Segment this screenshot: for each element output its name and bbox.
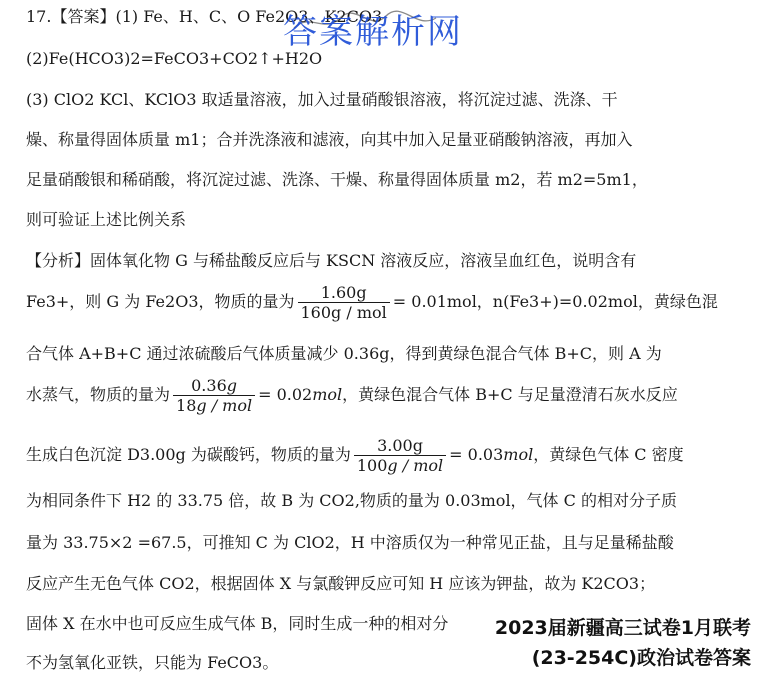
denominator-value: 100 (356, 456, 388, 475)
text-segment: 生成白色沉淀 D3.00g 为碳酸钙，物质的量为 (26, 445, 351, 464)
fraction-denominator (173, 396, 255, 415)
fraction-denominator: 160g / mol (300, 303, 387, 322)
fraction-denominator (354, 456, 446, 475)
answer-line-1: 17.【答案】(1) Fe、H、C、O Fe2O3、K2CO3 (26, 7, 383, 26)
text-segment: 水蒸气，物质的量为 (26, 385, 171, 404)
fraction-numerator (173, 376, 255, 396)
text-segment: Fe3+，则 G 为 Fe2O3，物质的量为 (26, 292, 295, 311)
answer-line-4: 燥、称量得固体质量 m1；合并洗涤液和滤液，向其中加入足量亚硝酸钠溶液，再加入 (26, 130, 633, 149)
text-segment: = 0.03 (449, 445, 504, 464)
result-unit: mol (503, 445, 534, 464)
exam-watermark-line-1: 2023届新疆高三试卷1月联考 (494, 617, 751, 639)
exam-watermark-line-2: (23-254C)政治试卷答案 (531, 647, 751, 669)
answer-line-3: (3) ClO2 KCl、KClO3 取适量溶液，加入过量硝酸银溶液，将沉淀过滤、洗涤、干 (26, 90, 618, 109)
answer-line-2: (2)Fe(HCO3)2=FeCO3+CO2↑+H2O (26, 49, 323, 68)
text-segment: = 0.02 (258, 385, 313, 404)
analysis-line-4 (26, 376, 678, 415)
text-segment: ，黄绿色混合气体 B+C 与足量澄清石灰水反应 (342, 385, 678, 404)
site-watermark: 答案解析网 (283, 12, 463, 52)
denominator-value: 18 (176, 396, 197, 415)
fraction-caco3 (354, 436, 446, 475)
answer-line-6: 则可验证上述比例关系 (26, 210, 187, 229)
analysis-line-6: 为相同条件下 H2 的 33.75 倍，故 B 为 CO2,物质的量为 0.03mol，气体 C 的相对分子质 (26, 491, 677, 510)
denominator-unit: g / mol (387, 456, 444, 475)
denominator-unit: g / mol (196, 396, 253, 415)
analysis-line-1: 【分析】固体氧化物 G 与稀盐酸反应后与 KSCN 溶液反应，溶液呈血红色，说明含有 (26, 251, 637, 270)
analysis-line-9: 固体 X 在水中也可反应生成气体 B，同时生成一种的相对分 (26, 614, 449, 633)
analysis-line-5 (26, 436, 684, 475)
numerator-unit: g (226, 376, 237, 395)
text-segment: = 0.01mol，n(Fe3+)=0.02mol，黄绿色混 (392, 292, 718, 311)
analysis-line-7: 量为 33.75×2 =67.5，可推知 C 为 ClO2，H 中溶质仅为一种常见正盐，且与足量稀盐酸 (26, 533, 674, 552)
result-unit: mol (312, 385, 343, 404)
analysis-line-2 (26, 283, 718, 322)
numerator-value: 0.36 (191, 376, 227, 395)
analysis-line-10: 不为氢氧化亚铁，只能为 FeCO3。 (26, 653, 279, 672)
text-segment: ，黄绿色气体 C 密度 (533, 445, 684, 464)
fraction-numerator: 1.60g (298, 283, 390, 303)
analysis-line-3: 合气体 A+B+C 通过浓硫酸后气体质量减少 0.36g，得到黄绿色混合气体 B+C，则 A 为 (26, 344, 662, 363)
fraction-water (173, 376, 255, 415)
fraction-numerator: 3.00g (354, 436, 446, 456)
analysis-line-8: 反应产生无色气体 CO2，根据固体 X 与氯酸钾反应可知 H 应该为钾盐，故为 K2CO3； (26, 574, 656, 593)
fraction-fe2o3 (298, 283, 390, 322)
answer-line-5: 足量硝酸银和稀硝酸，将沉淀过滤、洗涤、干燥、称量得固体质量 m2，若 m2=5m1， (26, 170, 648, 189)
